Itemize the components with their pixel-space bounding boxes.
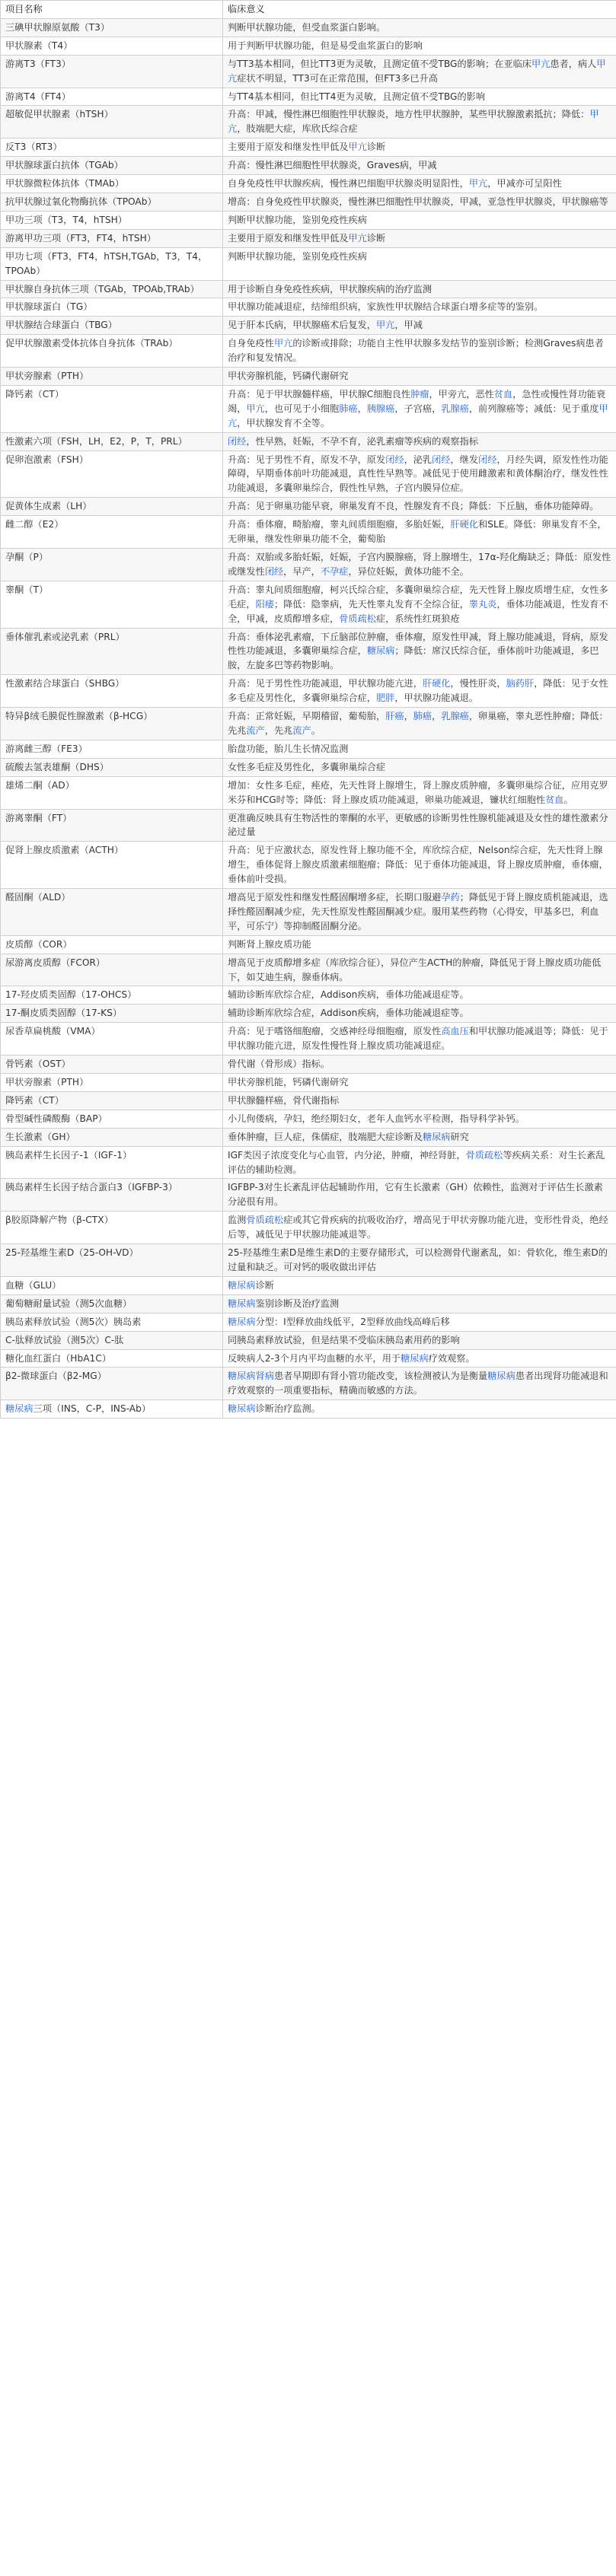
keyword-link[interactable]: 糖尿病 <box>422 1131 451 1142</box>
clinical-significance-cell: 自身免疫性甲状腺疾病，慢性淋巴细胞甲状腺炎明显阳性，甲亢，甲减亦可呈阳性 <box>223 175 616 193</box>
item-name-cell: 甲状腺素（T4） <box>1 37 223 55</box>
table-row <box>1 1023 616 1056</box>
item-name-cell: 降钙素（CT） <box>1 385 223 432</box>
table-row <box>1 675 616 708</box>
clinical-significance-cell: 闭经，性早熟，妊娠，不孕不育，泌乳素瘤等疾病的观察指标 <box>223 432 616 451</box>
keyword-link[interactable]: 闭经 <box>264 565 284 577</box>
table-row <box>1 1244 616 1277</box>
table-row <box>1 1313 616 1331</box>
table-row <box>1 175 616 193</box>
keyword-link[interactable]: 糖尿病 <box>487 1371 515 1382</box>
table-row <box>1 1331 616 1349</box>
keyword-link[interactable]: 甲亢 <box>228 58 606 84</box>
table-row <box>1 88 616 106</box>
table-row <box>1 298 616 317</box>
table-row <box>1 1276 616 1294</box>
header-item-name: 项目名称 <box>1 1 223 19</box>
item-name-cell: 游离T3（FT3） <box>1 55 223 88</box>
table-row <box>1 451 616 498</box>
keyword-link[interactable]: 糖尿病 <box>228 1403 256 1415</box>
keyword-link[interactable]: 流产 <box>246 724 265 736</box>
item-name-cell: 促黄体生成素（LH） <box>1 498 223 516</box>
table-row <box>1 1146 616 1179</box>
item-name-cell: 甲状腺微粒体抗体（TMAb） <box>1 175 223 193</box>
item-name-cell: 甲状旁腺素（PTH） <box>1 368 223 386</box>
table-row <box>1 139 616 157</box>
clinical-significance-cell: IGFBP-3对生长紊乱评估起辅助作用，它有生长激素（GH）依赖性，监测对于评估生长激素分泌很有用。 <box>223 1179 616 1212</box>
clinical-significance-cell: 反映病人2-3个月内平均血糖的水平，用于糖尿病疗效观察。 <box>223 1349 616 1368</box>
clinical-significance-cell: 判断甲状腺功能，鉴别免疫性疾病 <box>223 211 616 229</box>
clinical-significance-cell: 升高：慢性淋巴细胞性甲状腺炎，Graves病，甲减 <box>223 157 616 175</box>
keyword-link[interactable]: 肺癌 <box>339 403 358 414</box>
header-clinical-significance: 临床意义 <box>223 1 616 19</box>
table-row <box>1 1179 616 1212</box>
table-row <box>1 1349 616 1368</box>
clinical-significance-cell: 升高：甲减，慢性淋巴细胞性甲状腺炎，地方性甲状腺肿，某些甲状腺激素抵抗；降低：甲亢，肢端肥大症，库欣氏综合症 <box>223 106 616 139</box>
item-name-cell: 糖尿病三项（INS，C-P，INS-Ab） <box>1 1400 223 1419</box>
table-row <box>1 55 616 88</box>
clinical-significance-cell: 主要用于原发和继发性甲低及甲亢诊断 <box>223 229 616 247</box>
clinical-significance-cell: 糖尿病分型：I型释放曲线低平，2型释放曲线高峰后移 <box>223 1313 616 1331</box>
keyword-link[interactable]: 乳腺癌 <box>441 711 469 722</box>
item-name-cell: 葡萄糖耐量试验（测5次血糖） <box>1 1294 223 1313</box>
clinical-significance-cell: 判断甲状腺功能，鉴别免疫性疾病 <box>223 247 616 280</box>
table-row <box>1 1368 616 1400</box>
item-name-cell: 游离雌三醇（FE3） <box>1 740 223 758</box>
item-name-cell: 游离甲功三项（FT3，FT4，hTSH） <box>1 229 223 247</box>
keyword-link[interactable]: 肝癌 <box>385 711 404 722</box>
table-row <box>1 549 616 581</box>
keyword-link[interactable]: 阳痿 <box>255 598 274 610</box>
item-name-cell: 促肾上腺皮质激素（ACTH） <box>1 842 223 889</box>
table-row <box>1 498 616 516</box>
table-header-row <box>1 1 616 19</box>
table-row <box>1 1294 616 1313</box>
item-name-cell: 甲状腺结合球蛋白（TBG） <box>1 317 223 335</box>
item-name-cell: 生长激素（GH） <box>1 1128 223 1146</box>
table-row <box>1 229 616 247</box>
clinical-significance-cell: 糖尿病诊断治疗监测。 <box>223 1400 616 1419</box>
table-row <box>1 432 616 451</box>
keyword-link[interactable]: 胰腺癌 <box>366 403 395 414</box>
item-name-cell: 尿香草扁桃酸（VMA） <box>1 1023 223 1056</box>
table-row <box>1 1212 616 1244</box>
item-name-cell: 甲状旁腺素（PTH） <box>1 1074 223 1092</box>
table-row <box>1 889 616 936</box>
keyword-link[interactable]: 甲亢 <box>273 338 293 349</box>
clinical-significance-cell: 升高：见于应激状态，原发性肾上腺功能不全，库欣综合症，Nelson综合症，先天性肾上腺增生，垂体促肾上腺皮质激素细胞瘤；降低：见于垂体功能减退，肾上腺皮质肿瘤，垂体瘤，垂体前叶受损。 <box>223 842 616 889</box>
table-row <box>1 335 616 368</box>
item-name-cell: 胰岛素样生长因子-1（IGF-1） <box>1 1146 223 1179</box>
item-name-cell: 超敏促甲状腺素（hTSH） <box>1 106 223 139</box>
keyword-link[interactable]: 糖尿病 <box>5 1403 34 1415</box>
item-name-cell: 特异β绒毛膜促性腺激素（β-HCG） <box>1 708 223 740</box>
keyword-link[interactable]: 甲亢 <box>228 109 599 135</box>
clinical-significance-cell: 升高：垂体泌乳素瘤，下丘脑部位肿瘤，垂体瘤，原发性甲减，肾上腺功能减退，肾病，原发性性功能减退，多囊卵巢综合症，糖尿病；降低：席汉氏综合征，垂体前叶功能减退，多巴胺，左旋多巴等药物影响。 <box>223 628 616 675</box>
clinical-significance-cell: 升高：见于男性性功能减退，甲状腺功能亢进，肝硬化，慢性肝炎，脑药肝，降低：见于女性多毛症及男性化，多囊卵巢综合症，肥胖，甲状腺功能减退。 <box>223 675 616 708</box>
clinical-significance-cell: 甲状旁腺机能，钙磷代谢研究 <box>223 368 616 386</box>
item-name-cell: 甲状腺球蛋白（TG） <box>1 298 223 317</box>
item-name-cell: 三碘甲状腺原氨酸（T3） <box>1 18 223 37</box>
table-row <box>1 247 616 280</box>
clinical-significance-cell: 糖尿病诊断 <box>223 1276 616 1294</box>
clinical-significance-cell: 升高：见于甲状腺髓样癌，甲状腺C细胞良性肿瘤，甲旁亢，恶性贫血，急性或慢性肾功能衰竭，甲亢，也可见于小细胞肺癌，胰腺癌，子宫癌，乳腺癌，前列腺癌等；减低：见于重度甲亢，甲状腺发育不全等。 <box>223 385 616 432</box>
clinical-significance-cell: 增高见于原发性和继发性醛固酮增多症，长期口服避孕药；降低见于肾上腺皮质机能减退，选择性醛固酮减少症，先天性原发性醛固酮减少症。服用某些药物（心得安，甲基多巴，利血平，可乐宁）等抑制醛固酮分泌。 <box>223 889 616 936</box>
item-name-cell: 促甲状腺激素受体抗体自身抗体（TRAb） <box>1 335 223 368</box>
keyword-link[interactable]: 糖尿病 <box>401 1352 429 1364</box>
item-name-cell: 骨型碱性磷酸酶（BAP） <box>1 1110 223 1128</box>
clinical-significance-cell: 见于肝本氏病，甲状腺癌术后复发，甲亢，甲减 <box>223 317 616 335</box>
item-name-cell: 胰岛素释放试验（测5次）胰岛素 <box>1 1313 223 1331</box>
item-name-cell: β2-微球蛋白（β2-MG） <box>1 1368 223 1400</box>
table-row <box>1 157 616 175</box>
item-name-cell: 垂体催乳素或泌乳素（PRL） <box>1 628 223 675</box>
keyword-link[interactable]: 甲亢 <box>376 320 395 331</box>
keyword-link[interactable]: 睾丸炎 <box>468 598 497 610</box>
table-row <box>1 986 616 1005</box>
clinical-significance-cell: 甲状腺髓样癌，骨代谢指标 <box>223 1091 616 1110</box>
table-row <box>1 776 616 809</box>
keyword-link[interactable]: 高血压 <box>441 1026 469 1037</box>
clinical-significance-cell: 25-羟基维生素D是维生素D的主要存储形式，可以检测骨代谢紊乱，如：骨软化，维生素D的过量和缺乏。可对钙的吸收做出评估 <box>223 1244 616 1277</box>
clinical-significance-cell: 垂体肿瘤，巨人症，侏儒症，肢端肥大症诊断及糖尿病研究 <box>223 1128 616 1146</box>
clinical-significance-cell: 甲状腺功能减退症，结缔组织病，家族性甲状腺结合球蛋白增多症等的鉴别。 <box>223 298 616 317</box>
keyword-link[interactable]: 甲亢 <box>348 142 367 153</box>
item-name-cell: 雄烯二酮（AD） <box>1 776 223 809</box>
item-name-cell: 游离T4（FT4） <box>1 88 223 106</box>
clinical-significance-cell: 糖尿病肾病患者早期即有肾小管功能改变，该检测被认为是衡量糖尿病患者出现肾功能减退和疗效观察的一项重要指标，精确而敏感的方法。 <box>223 1368 616 1400</box>
item-name-cell: 甲状腺自身抗体三项（TGAb，TPOAb,TRAb） <box>1 280 223 298</box>
clinical-significance-cell: 用于诊断自身免疫性疾病，甲状腺疾病的治疗监测 <box>223 280 616 298</box>
table-row <box>1 1056 616 1074</box>
item-name-cell: 反T3（RT3） <box>1 139 223 157</box>
keyword-link[interactable]: 流产 <box>292 724 311 736</box>
clinical-significance-cell: 升高：见于卵巢功能早衰，卵巢发育不良，性腺发育不良；降低：下丘脑，垂体功能障碍。 <box>223 498 616 516</box>
keyword-link[interactable]: 孕药 <box>441 892 460 903</box>
table-row <box>1 193 616 211</box>
table-row <box>1 368 616 386</box>
clinical-significance-cell: 与TT4基本相同，但比TT4更为灵敏，且测定值不受TBG的影响 <box>223 88 616 106</box>
item-name-cell: 皮质醇（COR） <box>1 935 223 954</box>
clinical-significance-cell: 与TT3基本相同，但比TT3更为灵敏，且测定值不受TBG的影响；在亚临床甲亢患者，病人甲亢症状不明显，TT3可在正常范围，但FT3多已升高 <box>223 55 616 88</box>
table-row <box>1 708 616 740</box>
clinical-significance-cell: 自身免疫性甲亢的诊断或排除；功能自主性甲状腺多发结节的鉴别诊断；检测Graves病患者治疗和复发情况。 <box>223 335 616 368</box>
keyword-link[interactable]: 糖尿病 <box>366 645 395 657</box>
clinical-significance-cell: 判断甲状腺功能，但受血浆蛋白影响。 <box>223 18 616 37</box>
item-name-cell: 骨钙素（OST） <box>1 1056 223 1074</box>
item-name-cell: 17-羟皮质类固醇（17-OHCS） <box>1 986 223 1005</box>
clinical-significance-cell: 升高：睾丸间质细胞瘤，柯兴氏综合症，多囊卵巢综合症，先天性肾上腺皮质增生症，女性多毛症，阳痿；降低：隐睾病，先天性睾丸发育不全综合征，睾丸炎，垂体功能减退，性发育不全，甲减，皮质醇增多症，骨质疏松症，系统性红斑狼疮 <box>223 581 616 628</box>
keyword-link[interactable]: 肝硬化 <box>422 678 451 689</box>
clinical-significance-cell: 升高：见于男性不育，原发不孕，原发闭经，泌乳闭经，继发闭经，月经失调，原发性性功能障碍，早期垂体前叶功能减退，真性性早熟等。减低见于使用雌激素和黄体酮治疗，继发性性功能减退，多囊卵巢综合，假性性早熟，子宫内膜异位症。 <box>223 451 616 498</box>
item-name-cell: 降钙素（CT） <box>1 1091 223 1110</box>
keyword-link[interactable]: 糖尿病 <box>228 1298 256 1309</box>
table-row <box>1 1005 616 1023</box>
item-name-cell: C-肽释放试验（测5次）C-肽 <box>1 1331 223 1349</box>
item-name-cell: 甲功七项（FT3，FT4，hTSH,TGAb，T3，T4，TPOAb） <box>1 247 223 280</box>
clinical-significance-cell: 甲状旁腺机能，钙磷代谢研究 <box>223 1074 616 1092</box>
table-row <box>1 1091 616 1110</box>
keyword-link[interactable]: 贫血 <box>545 794 564 805</box>
clinical-significance-cell: 增高见于皮质醇增多症（库欣综合征），异位产生ACTH的肿瘤，降低见于肾上腺皮质功能低下，如艾迪生病，腺垂体病。 <box>223 954 616 986</box>
item-name-cell: 性激素六项（FSH，LH，E2，P，T，PRL） <box>1 432 223 451</box>
keyword-link[interactable]: 闭经 <box>228 435 247 447</box>
table-row <box>1 1110 616 1128</box>
keyword-link[interactable]: 肥胖 <box>376 693 395 704</box>
item-name-cell: 糖化血红蛋白（HbA1C） <box>1 1349 223 1368</box>
item-name-cell: 甲功三项（T3，T4，hTSH） <box>1 211 223 229</box>
table-row <box>1 211 616 229</box>
clinical-significance-cell: 辅助诊断库欣综合症，Addison疾病，垂体功能减退症等。 <box>223 1005 616 1023</box>
table-row <box>1 809 616 842</box>
item-name-cell: 尿游离皮质醇（FCOR） <box>1 954 223 986</box>
table-row <box>1 758 616 776</box>
clinical-significance-cell: 胎盘功能，胎儿生长情况监测 <box>223 740 616 758</box>
clinical-significance-cell: 增加：女性多毛症，痤疮，先天性肾上腺增生，肾上腺皮质肿瘤，多囊卵巢综合征，应用克罗米芬和HCG时等；降低：肾上腺皮质功能减退，卵巢功能减退，镰状红细胞性贫血。 <box>223 776 616 809</box>
table-row <box>1 37 616 55</box>
clinical-significance-cell: IGF类因子浓度变化与心血管，内分泌，肿瘤，神经肾脏，骨质疏松等疾病关系：对生长紊乱评估的辅助检测。 <box>223 1146 616 1179</box>
keyword-link[interactable]: 肺癌 <box>413 711 432 722</box>
clinical-significance-cell: 小儿佝偻病，孕妇，绝经期妇女，老年人血钙水平检测，指导科学补钙。 <box>223 1110 616 1128</box>
table-row <box>1 842 616 889</box>
keyword-link[interactable]: 糖尿病 <box>228 1279 256 1291</box>
keyword-link[interactable]: 骨质疏松 <box>339 613 376 624</box>
item-name-cell: 胰岛素样生长因子结合蛋白3（IGFBP-3） <box>1 1179 223 1212</box>
table-row <box>1 740 616 758</box>
keyword-link[interactable]: 闭经 <box>385 454 404 465</box>
table-row <box>1 317 616 335</box>
item-name-cell: 雌二醇（E2） <box>1 516 223 549</box>
table-row <box>1 280 616 298</box>
item-name-cell: 促卵泡激素（FSH） <box>1 451 223 498</box>
clinical-significance-cell: 更准确反映具有生物活性的睾酮的水平，更敏感的诊断男性性腺机能减退及女性的雄性激素分泌过量 <box>223 809 616 842</box>
clinical-significance-cell: 女性多毛症及男性化，多囊卵巢综合症 <box>223 758 616 776</box>
table-row <box>1 1128 616 1146</box>
keyword-link[interactable]: 糖尿病 <box>228 1316 256 1327</box>
clinical-significance-cell: 判断肾上腺皮质功能 <box>223 935 616 954</box>
table-row <box>1 935 616 954</box>
item-name-cell: 睾酮（T） <box>1 581 223 628</box>
keyword-link[interactable]: 甲亢 <box>348 232 367 244</box>
table-row <box>1 628 616 675</box>
keyword-link[interactable]: 甲亢 <box>228 403 608 428</box>
table-row <box>1 385 616 432</box>
keyword-link[interactable]: 肝硬化 <box>450 519 479 530</box>
clinical-significance-cell: 糖尿病鉴别诊断及治疗监测 <box>223 1294 616 1313</box>
item-name-cell: 醛固酮（ALD） <box>1 889 223 936</box>
clinical-significance-cell: 主要用于原发和继发性甲低及甲亢诊断 <box>223 139 616 157</box>
keyword-link[interactable]: 骨质疏松 <box>465 1149 503 1161</box>
keyword-link[interactable]: 甲亢 <box>246 403 265 414</box>
item-name-cell: 硫酸去氢表雄酮（DHS） <box>1 758 223 776</box>
keyword-link[interactable]: 乳腺癌 <box>441 403 469 414</box>
clinical-significance-cell: 监测骨质疏松症或其它骨疾病的抗吸收治疗，增高见于甲状旁腺功能亢进，变形性骨炎，绝经后等，减低见于甲状腺功能减退等。 <box>223 1212 616 1244</box>
table-row <box>1 516 616 549</box>
table-row <box>1 106 616 139</box>
table-row <box>1 954 616 986</box>
keyword-link[interactable]: 甲亢 <box>531 58 551 69</box>
clinical-significance-cell: 用于判断甲状腺功能，但是易受血浆蛋白的影响 <box>223 37 616 55</box>
item-name-cell: 性激素结合球蛋白（SHBG） <box>1 675 223 708</box>
item-name-cell: 孕酮（P） <box>1 549 223 581</box>
keyword-link[interactable]: 甲亢 <box>468 178 488 189</box>
item-name-cell: 游离睾酮（FT） <box>1 809 223 842</box>
table-row <box>1 1400 616 1419</box>
keyword-link[interactable]: 脑药肝 <box>506 678 535 689</box>
clinical-significance-cell: 骨代谢（骨形成）指标。 <box>223 1056 616 1074</box>
clinical-significance-cell: 辅助诊断库欣综合症，Addison疾病，垂体功能减退症等。 <box>223 986 616 1005</box>
keyword-link[interactable]: 不孕症 <box>320 565 349 577</box>
keyword-link[interactable]: 骨质疏松 <box>246 1215 284 1226</box>
item-name-cell: β胶原降解产物（β-CTX） <box>1 1212 223 1244</box>
table-body <box>1 18 616 1418</box>
table-row <box>1 18 616 37</box>
item-name-cell: 血糖（GLU） <box>1 1276 223 1294</box>
item-name-cell: 17-酮皮质类固醇（17-KS） <box>1 1005 223 1023</box>
item-name-cell: 25-羟基维生素D（25-OH-VD） <box>1 1244 223 1277</box>
keyword-link[interactable]: 贫血 <box>493 388 513 400</box>
item-name-cell: 甲状腺球蛋白抗体（TGAb） <box>1 157 223 175</box>
clinical-significance-cell: 升高：垂体瘤，畸胎瘤，睾丸间质细胞瘤，多胎妊娠，肝硬化和SLE。降低：卵巢发育不全，无卵巢，继发性卵巢功能不全，葡萄胎 <box>223 516 616 549</box>
clinical-significance-cell: 升高：见于嗜铬细胞瘤，交感神经母细胞瘤，原发性高血压和甲状腺功能减退等；降低：见于甲状腺功能亢进，原发性慢性肾上腺皮质功能减退症。 <box>223 1023 616 1056</box>
keyword-link[interactable]: 闭经 <box>432 454 451 465</box>
table-row <box>1 581 616 628</box>
clinical-significance-cell: 增高：自身免疫性甲状腺炎，慢性淋巴细胞性甲状腺炎，甲减，亚急性甲状腺炎，甲状腺癌等 <box>223 193 616 211</box>
clinical-significance-cell: 升高：双胎或多胎妊娠，妊娠，子宫内膜腺癌，肾上腺增生，17α-羟化酶缺乏；降低：原发性或继发性闭经，早产，不孕症，异位妊娠，黄体功能不全。 <box>223 549 616 581</box>
keyword-link[interactable]: 糖尿病肾病 <box>228 1371 274 1382</box>
item-name-cell: 抗甲状腺过氧化物酶抗体（TPOAb） <box>1 193 223 211</box>
clinical-significance-cell: 同胰岛素释放试验，但是结果不受临床胰岛素用药的影响 <box>223 1331 616 1349</box>
clinical-significance-cell: 升高：正常妊娠，早期稽留，葡萄胎，肝癌，肺癌，乳腺癌，卵巢癌，睾丸恶性肿瘤；降低：先兆流产，先兆流产。 <box>223 708 616 740</box>
table-row <box>1 1074 616 1092</box>
keyword-link[interactable]: 肿瘤 <box>410 388 429 400</box>
keyword-link[interactable]: 闭经 <box>478 454 497 465</box>
